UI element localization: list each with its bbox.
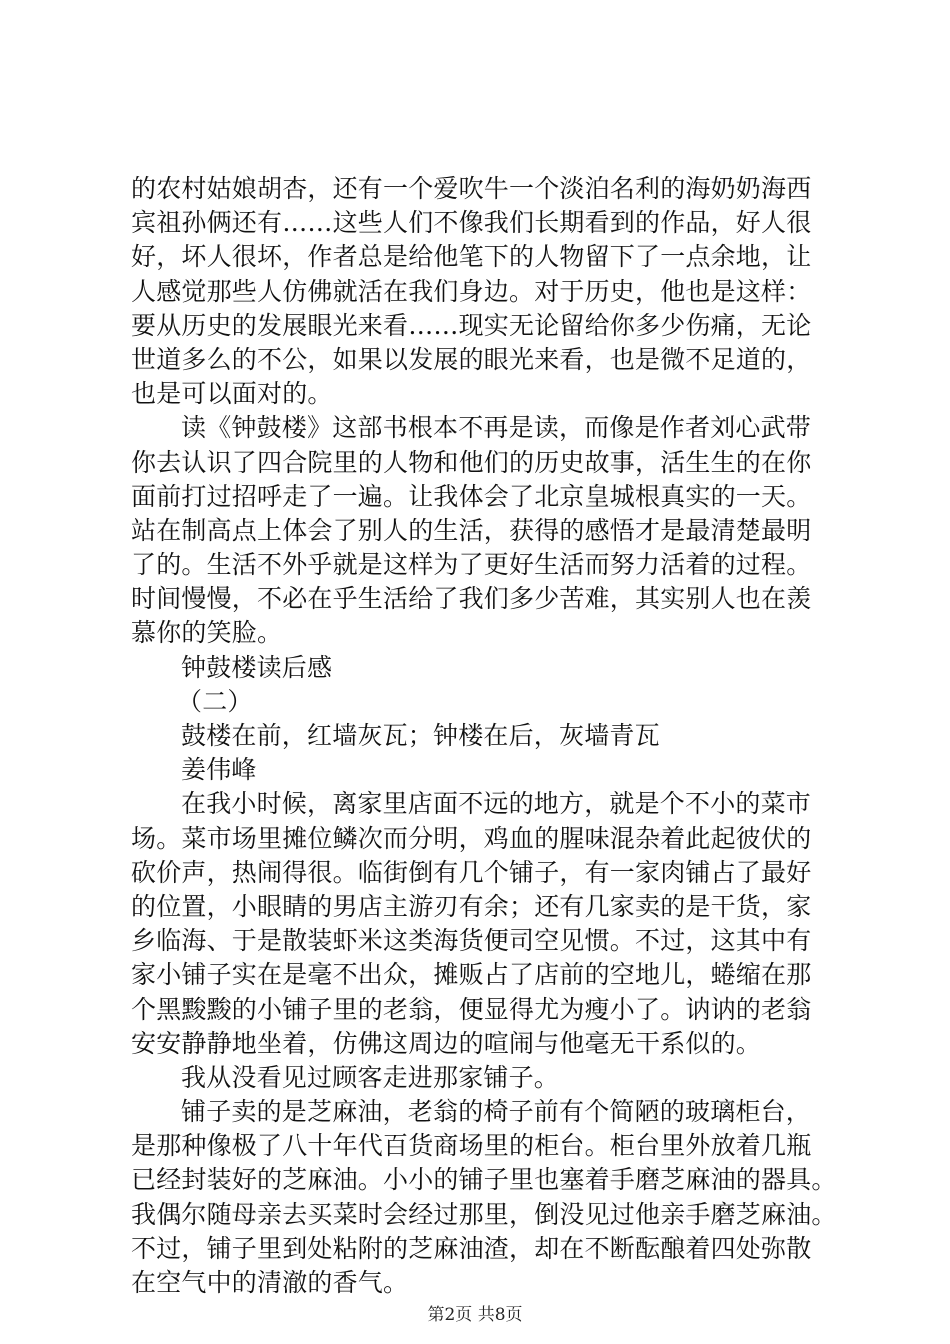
text-line: 的位置，小眼睛的男店主游刃有余；还有几家卖的是干货，家 [131,891,812,921]
section-number: （二） [177,686,253,716]
text-line: 在空气中的清澈的香气。 [131,1268,409,1297]
paragraph-start-line: 我从没看见过顾客走进那家铺子。 [181,1062,560,1092]
text-line: 砍价声，热闹得很。临街倒有几个铺子，有一家肉铺占了最好 [131,857,812,887]
document-body [131,172,837,1300]
text-line: 慕你的笑脸。 [131,618,283,648]
text-line: 不过，铺子里到处粘附的芝麻油渣，却在不断酝酿着四处弥散 [131,1233,812,1263]
text-line: 面前打过招呼走了一遍。让我体会了北京皇城根真实的一天。 [131,481,812,511]
article-title: 鼓楼在前，红墙灰瓦；钟楼在后，灰墙青瓦 [181,721,660,750]
text-line: 世道多么的不公，如果以发展的眼光来看，也是微不足道的， [131,344,812,374]
text-line: 人感觉那些人仿佛就活在我们身边。对于历史，他也是这样： [131,276,812,306]
page-number-footer: 第2页 共8页 [427,1305,523,1325]
text-line: 时间慢慢，不必在乎生活给了我们多少苦难，其实别人也在羡 [131,584,812,614]
section-title: 钟鼓楼读后感 [181,652,333,682]
text-line: 我偶尔随母亲去买菜时会经过那里，倒没见过他亲手磨芝麻油。 [131,1199,837,1229]
text-line: 也是可以面对的。 [131,379,333,409]
text-line: 个黑黢黢的小铺子里的老翁，便显得尤为瘦小了。讷讷的老翁 [131,994,812,1024]
text-line: 宾祖孙俩还有……这些人们不像我们长期看到的作品，好人很 [131,208,812,238]
text-line: 站在制高点上体会了别人的生活，获得的感悟才是最清楚最明 [131,515,812,545]
paragraph-start-line: 读《钟鼓楼》这部书根本不再是读，而像是作者刘心武带 [181,413,812,443]
text-line: 好，坏人很坏，作者总是给他笔下的人物留下了一点余地，让 [131,242,812,272]
text-line: 的农村姑娘胡杏，还有一个爱吹牛一个淡泊名利的海奶奶海西 [131,174,812,203]
author-name: 姜伟峰 [181,755,257,785]
text-line: 安安静静地坐着，仿佛这周边的喧闹与他毫无干系似的。 [131,1028,762,1058]
text-line: 家小铺子实在是毫不出众，摊贩占了店前的空地儿，蜷缩在那 [131,960,812,990]
text-line: 场。菜市场里摊位鳞次而分明，鸡血的腥味混杂着此起彼伏的 [131,823,812,853]
paragraph-start-line: 铺子卖的是芝麻油，老翁的椅子前有个简陋的玻璃柜台， [181,1097,812,1127]
text-line: 是那种像极了八十年代百货商场里的柜台。柜台里外放着几瓶 [131,1131,812,1161]
text-line: 乡临海、于是散装虾米这类海货便司空见惯。不过，这其中有 [131,926,812,956]
text-line: 了的。生活不外乎就是这样为了更好生活而努力活着的过程。 [131,550,812,580]
text-line: 已经封装好的芝麻油。小小的铺子里也塞着手磨芝麻油的器具。 [131,1165,837,1195]
text-line: 你去认识了四合院里的人物和他们的历史故事，活生生的在你 [131,447,812,477]
paragraph-start-line: 在我小时候，离家里店面不远的地方，就是个不小的菜市 [181,789,812,819]
text-line: 要从历史的发展眼光来看……现实无论留给你多少伤痛，无论 [131,310,812,340]
